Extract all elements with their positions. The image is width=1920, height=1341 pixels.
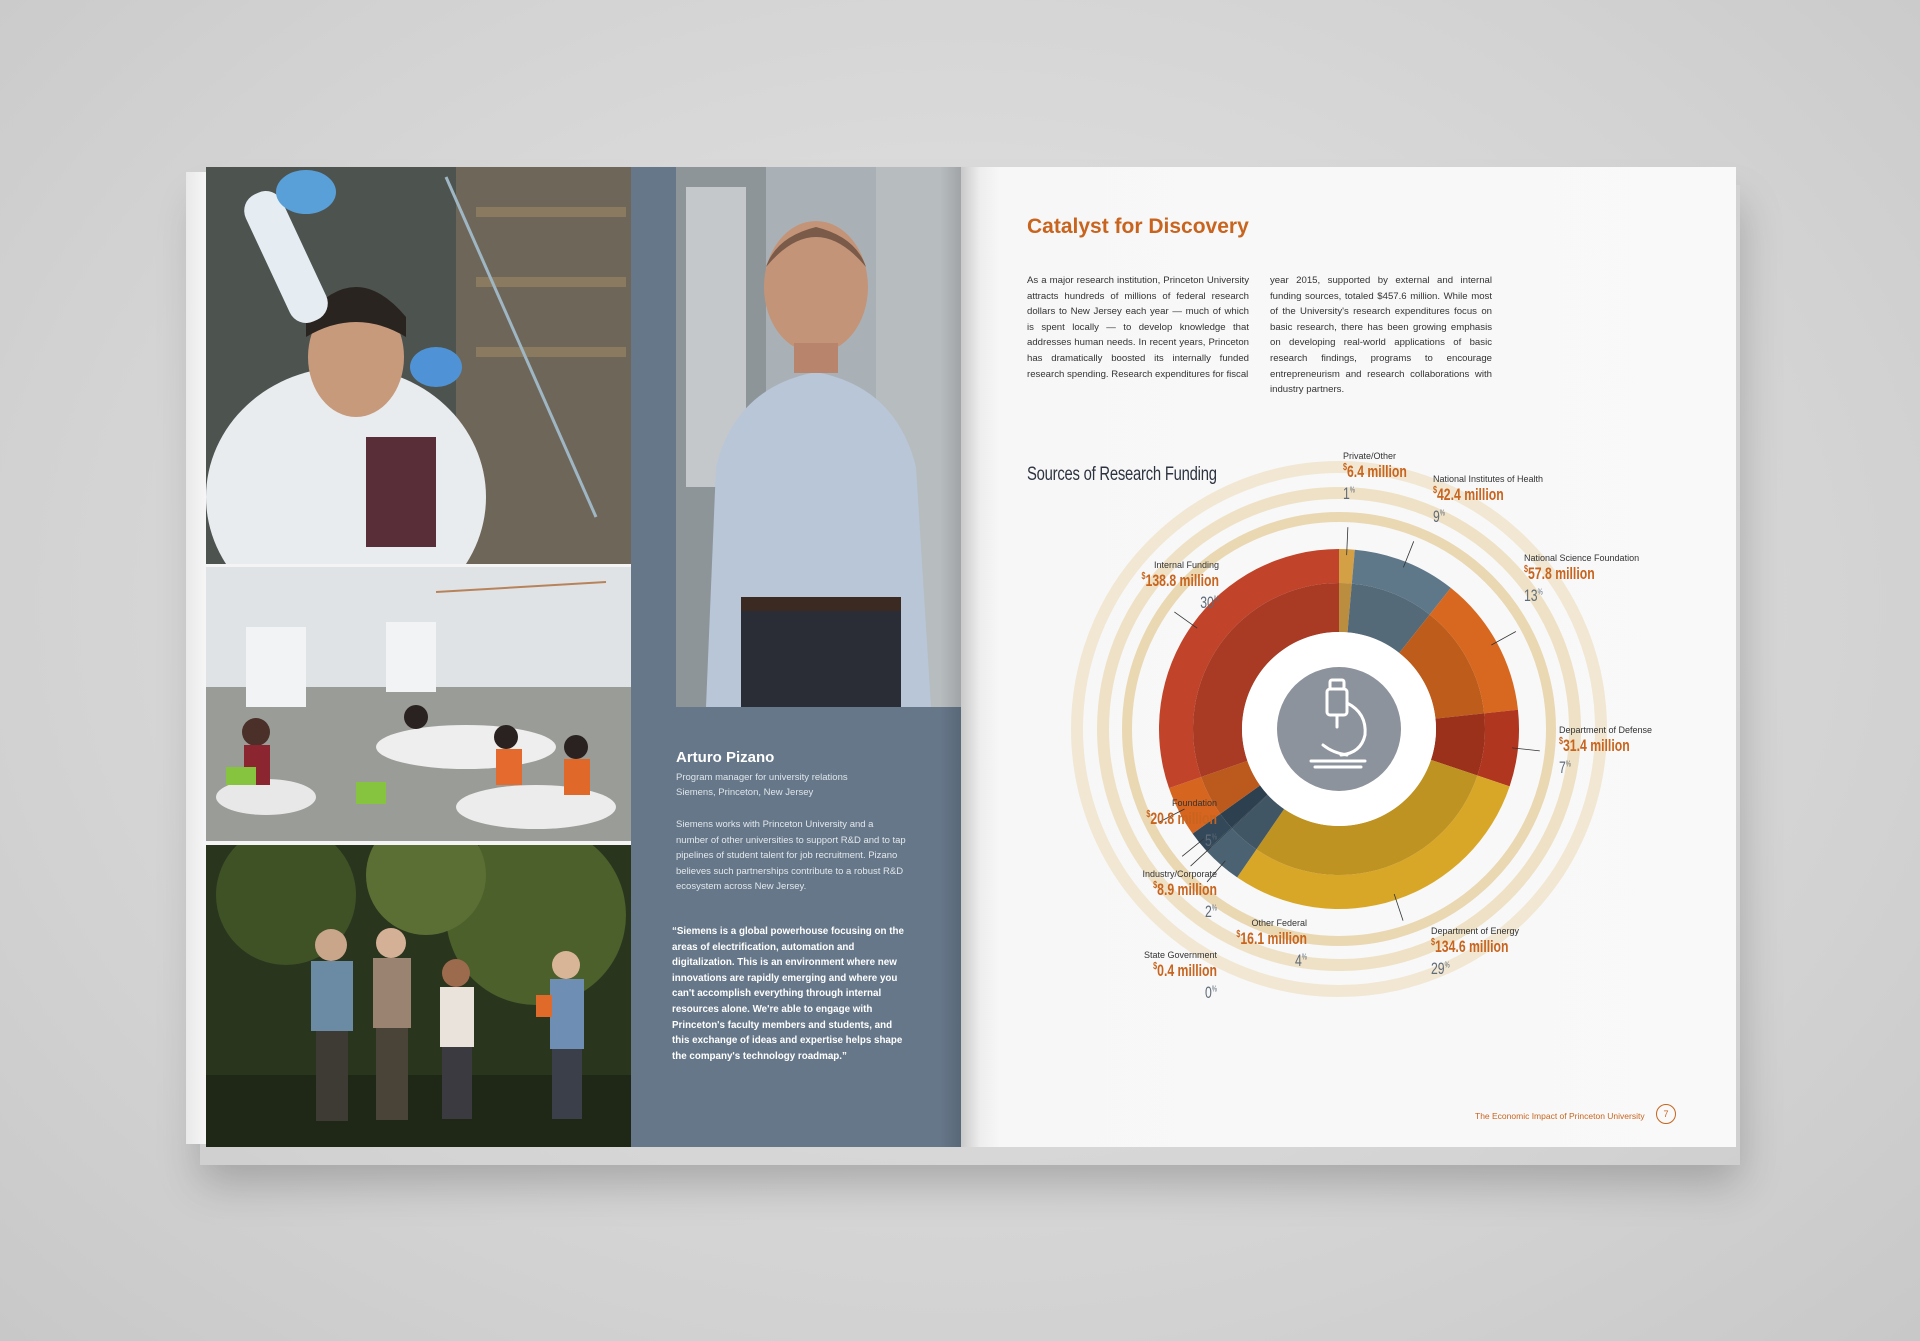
label-name: Foundation [1171,798,1217,808]
label-name: Private/Other [1343,451,1397,461]
profile-quote: “Siemens is a global powerhouse focusing on the areas of electrification, automation and digitalization. This is an environment where new innovations are rapidly emerging and where you can't accomplish everything through internal resources alone. We're able to engage with Princeton's faculty members and students, and this exchange of ideas and expertise helps shape the company's technology roadmap.” [672,926,904,1062]
body-column-2: year 2015, supported by external and internal funding sources, totaled $457.6 million. While most of the University's research expenditures focus on basic research, there has been growing emphasis on developing real-world applications of basic research findings, programs to encourage entrepreneurism and research collaborations with industry partners. [1270,275,1492,396]
portrait-photo [676,167,961,707]
label-value: $0.4 million [1153,961,1217,980]
page-footer: The Economic Impact of Princeton University [1475,1111,1645,1121]
label-value: $6.4 million [1343,462,1407,481]
label-value: $138.8 million [1141,571,1219,590]
label-value: $31.4 million [1559,736,1630,755]
label-value: $57.8 million [1524,564,1595,583]
page-title: Catalyst for Discovery [1027,215,1249,238]
profile-role [676,770,916,800]
microscope-badge [1277,667,1401,791]
label-name: Other Federal [1251,918,1307,928]
label-name: Industry/Corporate [1142,869,1217,879]
profile-body: Siemens works with Princeton University and a number of other universities to support R&D and to tap pipelines of student talent for job recruitment. Pizano believes such partnerships contribute to a robust R&D ecosystem across New Jersey. [676,819,906,893]
label-state-government [1081,950,1217,1003]
classroom-photo-illustration [206,567,631,841]
label-dod [1559,725,1657,778]
label-value: $16.1 million [1236,929,1307,948]
label-percent: 7% [1559,758,1571,777]
right-page [961,167,1736,1147]
lab-photo [206,167,631,564]
field-research-photo [206,845,631,1147]
label-name: Department of Energy [1431,926,1520,936]
label-value: $134.6 million [1431,937,1509,956]
funding-donut-chart [961,167,1736,1147]
label-percent: 4% [1295,951,1307,970]
label-internal-funding [1061,560,1219,613]
label-name: National Science Foundation [1524,553,1640,563]
label-name: Department of Defense [1559,725,1653,735]
label-doe [1431,926,1539,979]
label-percent: 5% [1205,831,1217,850]
left-page [206,167,961,1147]
profile-role-line2: Siemens, Princeton, New Jersey [676,787,814,798]
label-percent: 9% [1433,507,1445,526]
leader-line [1174,612,1197,628]
spine-gutter [940,167,980,1147]
leader-line [1491,631,1516,645]
field-photo-illustration [206,845,631,1147]
profile-name: Arturo Pizano [676,749,775,766]
label-percent: 1% [1343,484,1355,503]
classroom-photo [206,567,631,841]
label-percent: 29% [1431,959,1450,978]
page-edge-left [186,172,208,1144]
label-value: $20.8 million [1146,809,1217,828]
label-percent: 30% [1200,593,1219,612]
label-value: $8.9 million [1153,880,1217,899]
label-nsf [1524,553,1639,606]
label-name: Internal Funding [1153,560,1219,570]
label-percent: 2% [1205,902,1217,921]
label-percent: 13% [1524,586,1543,605]
lab-photo-illustration [206,167,631,564]
page-number: 7 [1656,1104,1676,1124]
label-industry-corporate [1081,869,1217,922]
portrait-illustration [676,167,961,707]
label-name: State Government [1143,950,1217,960]
chart-title: Sources of Research Funding [1027,464,1217,485]
label-private-other [1343,451,1432,504]
label-value: $42.4 million [1433,485,1504,504]
body-column-1: As a major research institution, Princeton University attracts hundreds of millions of federal research dollars to New Jersey each year — much of which is spent locally — to develop knowledge that addresses human needs. In recent years, Princeton has dramatically boosted its internally funded research spending. Research expenditures for fiscal [1027,275,1249,380]
label-name: National Institutes of Health [1433,474,1544,484]
label-foundation [1081,798,1217,851]
label-nih [1433,474,1543,527]
label-percent: 0% [1205,983,1217,1002]
profile-role-line1: Program manager for university relations [676,772,848,783]
